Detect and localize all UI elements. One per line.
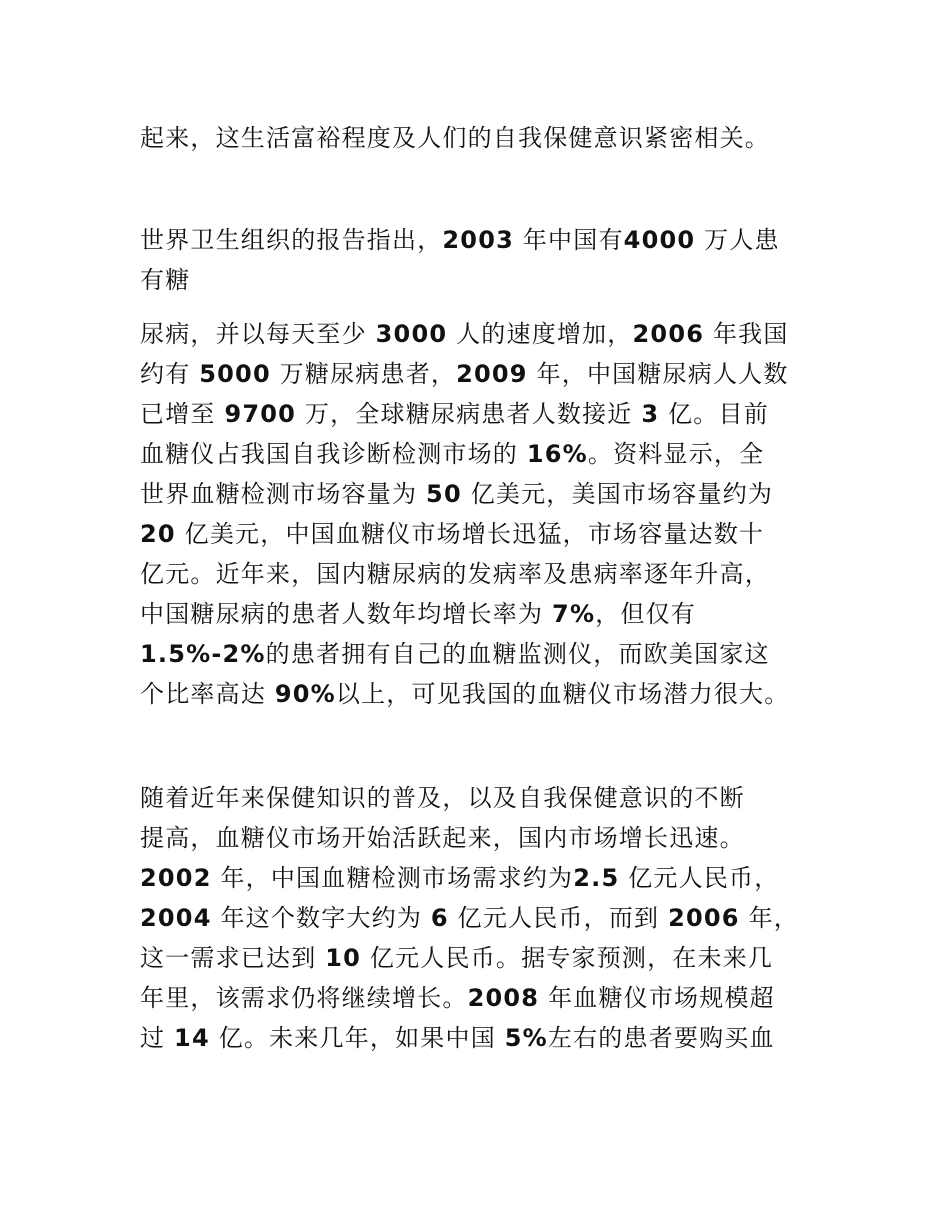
text-run: 起来，这生活富裕程度及人们的自我保健意识紧密相关。 bbox=[140, 124, 770, 152]
number-run: 3 bbox=[641, 400, 660, 428]
text-run: 年，中国糖尿病人人数 bbox=[536, 360, 789, 388]
text-run: 。资料显示，全 bbox=[587, 440, 765, 468]
text-line bbox=[140, 1018, 820, 1058]
number-run: 20 bbox=[140, 520, 176, 548]
text-line bbox=[140, 554, 820, 594]
text-line bbox=[140, 634, 820, 674]
text-run: 提高，血糖仪市场开始活跃起来，国内市场增长迅速。 bbox=[140, 824, 745, 852]
text-run: 年血糖仪市场规模超 bbox=[548, 984, 775, 1012]
text-run: 尿病，并以每天至少 bbox=[140, 320, 367, 348]
number-run: 5000 bbox=[199, 360, 271, 388]
text-run: 过 bbox=[140, 1024, 166, 1052]
text-line bbox=[140, 314, 820, 354]
number-run: 2.5 bbox=[573, 864, 620, 892]
number-run: 2009 bbox=[456, 360, 528, 388]
text-run: 个比率高达 bbox=[140, 680, 266, 708]
text-run: 亿。目前 bbox=[668, 400, 769, 428]
text-run: 亿元人民币，而到 bbox=[457, 904, 660, 932]
text-line bbox=[140, 434, 820, 474]
text-line bbox=[140, 778, 820, 818]
text-run: 年我国 bbox=[712, 320, 789, 348]
text-line bbox=[140, 858, 820, 898]
number-run: 2002 bbox=[140, 864, 212, 892]
text-run: 亿。未来几年，如果中国 bbox=[218, 1024, 496, 1052]
document-body bbox=[140, 118, 820, 1058]
text-run: 年这个数字大约为 bbox=[220, 904, 423, 932]
text-line bbox=[140, 978, 820, 1018]
number-run: 2003 bbox=[442, 226, 515, 254]
text-run: 有糖 bbox=[140, 266, 191, 294]
text-line bbox=[140, 594, 820, 634]
text-run: 亿元。近年来，国内糖尿病的发病率及患病率逐年升高， bbox=[140, 560, 770, 588]
text-line bbox=[140, 938, 820, 978]
text-run: 年里，该需求仍将继续增长。 bbox=[140, 984, 468, 1012]
number-run: 16% bbox=[526, 440, 588, 468]
text-run: 世界卫生组织的报告指出， bbox=[140, 226, 443, 254]
text-run: 这一需求已达到 bbox=[140, 944, 317, 972]
text-line bbox=[140, 260, 820, 300]
text-run: 以上，可见我国的血糖仪市场潜力很大。 bbox=[335, 680, 790, 708]
text-run: 随着近年来保健知识的普及，以及自我保健意识的不断 bbox=[140, 784, 745, 812]
text-line bbox=[140, 898, 820, 938]
text-run: 已增至 bbox=[140, 400, 216, 428]
text-run: 亿元人民币， bbox=[628, 864, 780, 892]
number-run: 2006 bbox=[632, 320, 705, 348]
text-line bbox=[140, 354, 820, 394]
text-run: 约有 bbox=[140, 360, 191, 388]
text-run: 万，全球糖尿病患者人数接近 bbox=[304, 400, 633, 428]
text-run: 血糖仪占我国自我诊断检测市场的 bbox=[140, 440, 518, 468]
text-line bbox=[140, 220, 820, 260]
number-run: 9700 bbox=[224, 400, 297, 428]
number-run: 50 bbox=[426, 480, 462, 508]
text-run: 的患者拥有自己的血糖监测仪，而欧美国家这 bbox=[265, 640, 770, 668]
number-run: 4000 bbox=[623, 226, 696, 254]
number-run: 10 bbox=[325, 944, 362, 972]
number-run: 14 bbox=[174, 1024, 210, 1052]
text-line bbox=[140, 514, 820, 554]
text-line bbox=[140, 118, 820, 158]
text-run: 亿美元，美国市场容量约为 bbox=[470, 480, 774, 508]
text-run: 世界血糖检测市场容量为 bbox=[140, 480, 418, 508]
text-run: 万糖尿病患者， bbox=[279, 360, 457, 388]
number-run: 2006 bbox=[668, 904, 740, 932]
number-run: 2008 bbox=[467, 984, 540, 1012]
text-line bbox=[140, 818, 820, 858]
text-line bbox=[140, 674, 820, 714]
text-run: 中国糖尿病的患者人数年均增长率为 bbox=[140, 600, 544, 628]
text-run: ，但仅有 bbox=[595, 600, 697, 628]
text-line bbox=[140, 394, 820, 434]
text-run: 年，中国血糖检测市场需求约为 bbox=[220, 864, 574, 892]
text-run: 亿美元，中国血糖仪市场增长迅猛，市场容量达数十 bbox=[184, 520, 765, 548]
text-run: 人的速度增加， bbox=[456, 320, 633, 348]
number-run: 90% bbox=[274, 680, 336, 708]
text-run: 亿元人民币。据专家预测，在未来几 bbox=[369, 944, 774, 972]
number-run: 1.5%-2% bbox=[140, 640, 266, 668]
number-run: 7% bbox=[552, 600, 596, 628]
text-run: 年中国有 bbox=[522, 226, 624, 254]
text-run: 左右的患者要购买血 bbox=[547, 1024, 775, 1052]
number-run: 3000 bbox=[375, 320, 448, 348]
text-line bbox=[140, 474, 820, 514]
number-run: 6 bbox=[430, 904, 449, 932]
number-run: 2004 bbox=[140, 904, 212, 932]
text-run: 万人患 bbox=[704, 226, 780, 254]
number-run: 5% bbox=[504, 1024, 548, 1052]
text-run: 年， bbox=[748, 904, 799, 932]
